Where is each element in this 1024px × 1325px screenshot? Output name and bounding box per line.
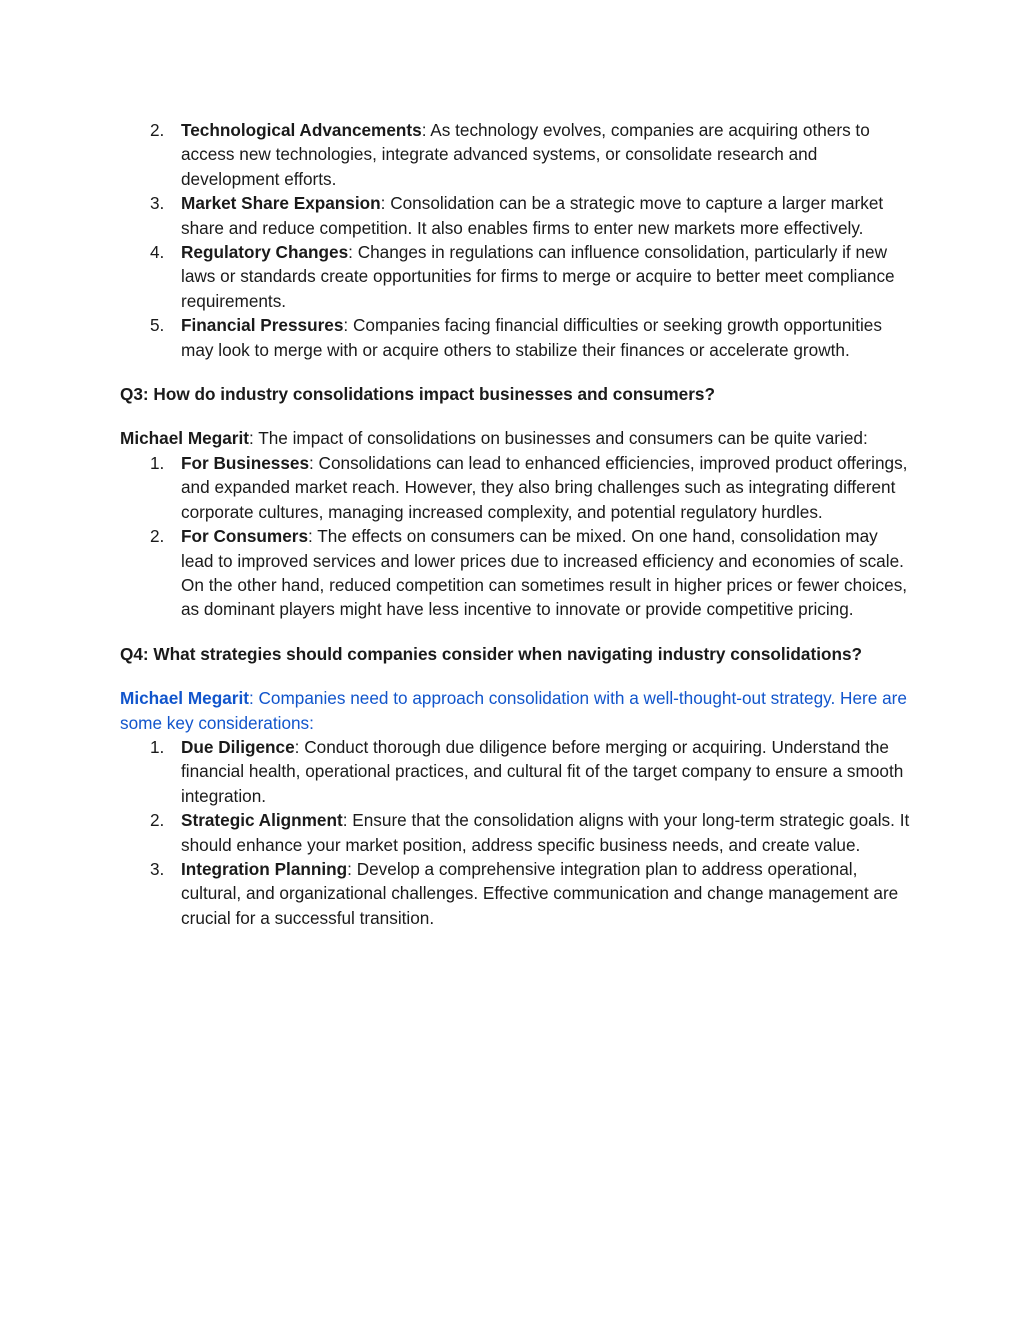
item-text: : Develop a comprehensive integration plan to address operational, cultural, and organizational challenges. Effective communication and change management are crucial for a successful transition. — [181, 858, 899, 928]
list-item — [120, 313, 910, 362]
list-item — [120, 857, 910, 930]
speaker-name: Michael Megarit — [120, 688, 249, 709]
item-text: : Consolidations can lead to enhanced efficiencies, improved product offerings, and expanded market reach. However, they also bring challenges such as integrating different corporate cultures, managing increased complexity, and potential regulatory hurdles. — [181, 452, 908, 522]
list-item — [120, 735, 910, 808]
list-item — [120, 808, 910, 857]
list-number: 5. — [150, 315, 165, 336]
item-text: : Consolidation can be a strategic move to capture a larger market share and reduce competition. It also enables firms to enter new markets more effectively. — [181, 193, 884, 238]
list-item — [120, 240, 910, 313]
list-item — [120, 524, 910, 622]
list-item — [120, 191, 910, 240]
list-number: 2. — [150, 120, 165, 140]
strategies-list — [120, 735, 910, 930]
list-item — [120, 118, 910, 191]
answer-q4 — [120, 686, 910, 735]
list-number: 1. — [150, 452, 165, 473]
impact-list — [120, 451, 910, 622]
item-title: Due Diligence — [181, 736, 295, 757]
answer-text: : The impact of consolidations on businesses and consumers can be quite varied: — [248, 428, 868, 449]
drivers-list — [120, 118, 910, 362]
item-title: For Businesses — [181, 452, 309, 473]
item-text: : The effects on consumers can be mixed. On one hand, consolidation may lead to improved services and lower prices due to increased efficiency and economies of scale. On the other hand, reduced competition can sometimes result in higher prices or fewer choices, as dominant players might have less incentive to innovate or provide competitive pricing. — [181, 526, 908, 620]
answer-text: : Companies need to approach consolidation with a well-thought-out strategy. Here are some key considerations: — [120, 688, 907, 733]
item-title: Financial Pressures — [181, 315, 344, 336]
speaker-name: Michael Megarit — [120, 428, 249, 449]
item-title: Regulatory Changes — [181, 242, 349, 263]
item-title: For Consumers — [181, 526, 309, 547]
item-text: : As technology evolves, companies are acquiring others to access new technologies, integrate advanced systems, or consolidate research and development efforts. — [181, 120, 870, 189]
item-title: Technological Advancements — [181, 120, 422, 140]
question-q3: Q3: How do industry consolidations impact businesses and consumers? — [120, 384, 715, 405]
item-text: : Conduct thorough due diligence before merging or acquiring. Understand the financial health, operational practices, and cultural fit of the target company to ensure a smooth integration. — [181, 736, 904, 806]
item-text: : Changes in regulations can influence consolidation, particularly if new laws or standards create opportunities for firms to merge or acquire to better meet compliance requirements. — [181, 242, 895, 311]
list-number: 2. — [150, 810, 165, 831]
list-number: 4. — [150, 242, 165, 263]
list-item — [120, 451, 910, 524]
list-number: 3. — [150, 858, 165, 879]
question-q4: Q4: What strategies should companies consider when navigating industry consolidations? — [120, 643, 863, 664]
document-page — [120, 118, 910, 930]
answer-q3 — [120, 426, 910, 450]
list-number: 3. — [150, 193, 165, 214]
item-text: : Companies facing financial difficulties or seeking growth opportunities may look to merge with or acquire others to stabilize their finances or accelerate growth. — [181, 315, 882, 360]
item-text: : Ensure that the consolidation aligns with your long-term strategic goals. It should enhance your market position, address specific business needs, and create value. — [181, 810, 910, 855]
item-title: Integration Planning — [181, 858, 348, 879]
item-title: Market Share Expansion — [181, 193, 381, 214]
list-number: 2. — [150, 526, 165, 547]
list-number: 1. — [150, 736, 165, 757]
item-title: Strategic Alignment — [181, 810, 343, 831]
